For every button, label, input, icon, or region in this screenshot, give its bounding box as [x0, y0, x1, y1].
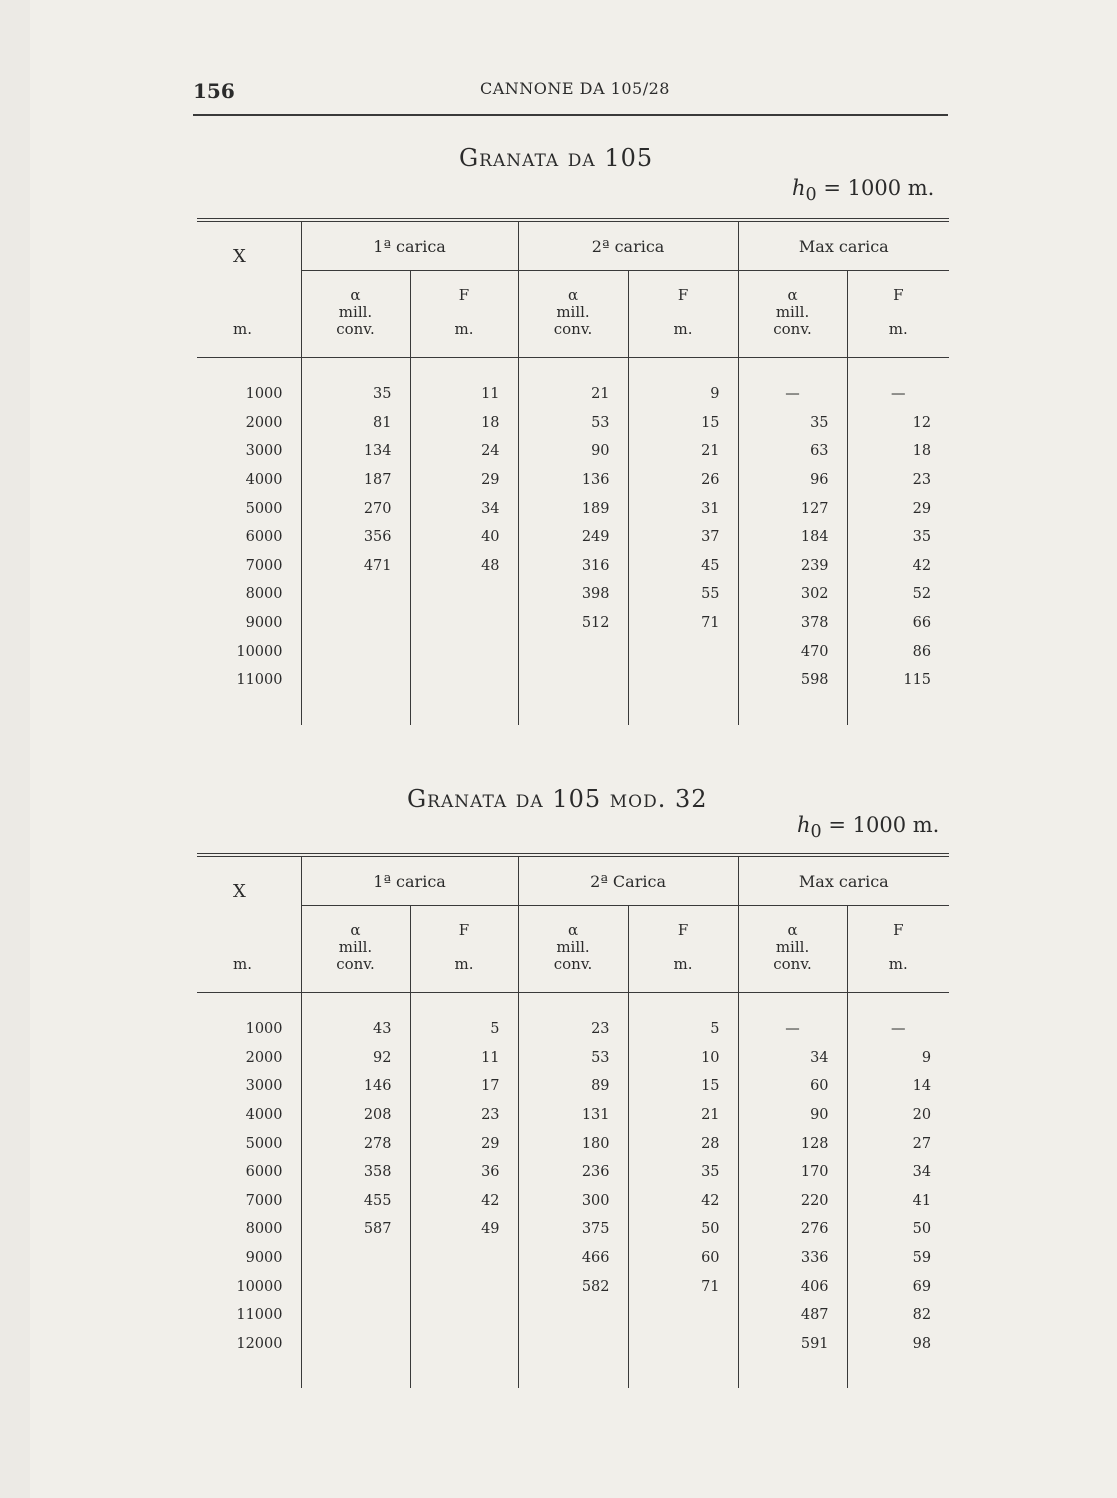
x-label: X	[233, 881, 246, 902]
alpha-cell: 398	[518, 580, 628, 609]
range-cell: 4000	[245, 1107, 283, 1124]
range-cell: 6000	[245, 1164, 283, 1181]
table-row	[197, 1187, 949, 1216]
f-cell: 29	[410, 1129, 518, 1158]
alpha-cell: 358	[301, 1158, 410, 1187]
f-cell: 27	[847, 1129, 949, 1158]
f-cell	[410, 1301, 518, 1330]
f-cell: 26	[628, 466, 738, 495]
alpha-cell: 300	[518, 1187, 628, 1216]
f-cell: 17	[410, 1072, 518, 1101]
alpha-cell: 189	[518, 494, 628, 523]
f-cell: 42	[410, 1187, 518, 1216]
alpha-cell: 53	[518, 409, 628, 438]
f-cell	[628, 666, 738, 695]
range-cell: 10000	[236, 1278, 283, 1295]
alpha-cell: 128	[738, 1129, 847, 1158]
f-cell: 24	[410, 437, 518, 466]
alpha-cell	[518, 1301, 628, 1330]
alpha-cell: 170	[738, 1158, 847, 1187]
f-cell: 11	[410, 380, 518, 409]
f-cell: 50	[847, 1215, 949, 1244]
table-row	[197, 609, 949, 638]
range-cell: 12000	[236, 1335, 283, 1352]
f-header: F m.	[410, 906, 518, 993]
alpha-header: α mill. conv.	[301, 906, 410, 993]
f-cell	[410, 609, 518, 638]
f-cell: 60	[628, 1244, 738, 1273]
f-header: F m.	[628, 271, 738, 358]
alpha-header: α mill. conv.	[518, 271, 628, 358]
f-header: F m.	[847, 271, 949, 358]
table-row	[197, 380, 949, 409]
f-cell	[410, 580, 518, 609]
f-cell: 9	[628, 380, 738, 409]
table-row	[197, 1244, 949, 1273]
alpha-cell: —	[738, 1015, 847, 1044]
table-row	[197, 466, 949, 495]
f-cell: 29	[847, 494, 949, 523]
alpha-cell	[518, 637, 628, 666]
height-symbol: h	[797, 813, 811, 837]
table-row	[197, 580, 949, 609]
alpha-cell	[301, 1330, 410, 1359]
alpha-cell: 92	[301, 1044, 410, 1073]
alpha-cell: 35	[738, 409, 847, 438]
table-row	[197, 1215, 949, 1244]
table-row	[197, 494, 949, 523]
x-column-header	[197, 220, 301, 358]
alpha-cell	[301, 609, 410, 638]
alpha-cell: 63	[738, 437, 847, 466]
f-cell: 42	[847, 552, 949, 581]
table-body	[197, 358, 949, 725]
alpha-cell	[301, 637, 410, 666]
page-number: 156	[193, 79, 235, 103]
group-header-2: 2ª carica	[518, 220, 738, 271]
alpha-cell: 591	[738, 1330, 847, 1359]
f-cell: 34	[410, 494, 518, 523]
range-cell: 7000	[245, 557, 283, 574]
alpha-cell: 136	[518, 466, 628, 495]
alpha-cell: —	[738, 380, 847, 409]
table-2-title: Granata da 105 mod. 32	[407, 785, 708, 813]
running-title: CANNONE DA 105/28	[480, 79, 670, 98]
alpha-cell: 81	[301, 409, 410, 438]
f-cell	[628, 1301, 738, 1330]
group-header-1: 1ª carica	[301, 855, 518, 906]
f-cell: 12	[847, 409, 949, 438]
group-header-1: 1ª carica	[301, 220, 518, 271]
f-cell	[628, 637, 738, 666]
alpha-cell: 356	[301, 523, 410, 552]
alpha-cell: 220	[738, 1187, 847, 1216]
f-cell: 34	[847, 1158, 949, 1187]
alpha-cell: 336	[738, 1244, 847, 1273]
f-cell: —	[847, 1015, 949, 1044]
alpha-cell: 236	[518, 1158, 628, 1187]
f-cell: 11	[410, 1044, 518, 1073]
alpha-cell: 23	[518, 1015, 628, 1044]
table-row	[197, 552, 949, 581]
table-row	[197, 637, 949, 666]
height-subscript: 0	[805, 185, 817, 206]
range-cell: 8000	[245, 1221, 283, 1238]
alpha-cell: 90	[518, 437, 628, 466]
f-cell: 49	[410, 1215, 518, 1244]
x-unit: m.	[233, 320, 252, 338]
range-cell: 8000	[245, 586, 283, 603]
f-header: F m.	[628, 906, 738, 993]
f-cell: 55	[628, 580, 738, 609]
range-cell: 1000	[245, 386, 283, 403]
x-label: X	[233, 246, 246, 267]
alpha-cell: 134	[301, 437, 410, 466]
f-cell: 31	[628, 494, 738, 523]
f-cell	[410, 1272, 518, 1301]
range-cell: 4000	[245, 472, 283, 489]
height-symbol: h	[792, 176, 806, 200]
alpha-cell: 455	[301, 1187, 410, 1216]
alpha-cell: 208	[301, 1101, 410, 1130]
alpha-cell: 406	[738, 1272, 847, 1301]
f-cell: 5	[628, 1015, 738, 1044]
f-cell: 71	[628, 609, 738, 638]
table-row	[197, 1301, 949, 1330]
alpha-cell: 53	[518, 1044, 628, 1073]
height-subscript: 0	[810, 822, 822, 843]
f-cell: 40	[410, 523, 518, 552]
f-cell: 82	[847, 1301, 949, 1330]
f-cell: 52	[847, 580, 949, 609]
alpha-cell: 582	[518, 1272, 628, 1301]
f-cell	[410, 1330, 518, 1359]
f-cell: 29	[410, 466, 518, 495]
f-header: F m.	[410, 271, 518, 358]
f-cell: 21	[628, 1101, 738, 1130]
f-cell: 14	[847, 1072, 949, 1101]
alpha-cell: 278	[301, 1129, 410, 1158]
range-cell: 1000	[245, 1021, 283, 1038]
alpha-cell	[301, 1301, 410, 1330]
f-cell: 28	[628, 1129, 738, 1158]
range-cell: 11000	[236, 1307, 283, 1324]
f-cell: 42	[628, 1187, 738, 1216]
alpha-cell: 34	[738, 1044, 847, 1073]
x-column-header	[197, 855, 301, 993]
f-cell: 45	[628, 552, 738, 581]
f-cell: 37	[628, 523, 738, 552]
alpha-cell: 249	[518, 523, 628, 552]
f-cell: 35	[628, 1158, 738, 1187]
f-cell	[410, 666, 518, 695]
f-cell: 23	[847, 466, 949, 495]
range-cell: 9000	[245, 615, 283, 632]
f-cell: 9	[847, 1044, 949, 1073]
table-row	[197, 1330, 949, 1359]
alpha-cell: 96	[738, 466, 847, 495]
alpha-cell: 180	[518, 1129, 628, 1158]
table-row	[197, 1272, 949, 1301]
f-cell: 69	[847, 1272, 949, 1301]
f-cell: 23	[410, 1101, 518, 1130]
alpha-cell: 378	[738, 609, 847, 638]
alpha-cell: 43	[301, 1015, 410, 1044]
group-header-3: Max carica	[738, 220, 949, 271]
f-cell: 98	[847, 1330, 949, 1359]
table-1-height-note	[792, 176, 934, 205]
f-cell: 15	[628, 409, 738, 438]
f-cell: 115	[847, 666, 949, 695]
alpha-cell: 270	[301, 494, 410, 523]
table-row	[197, 1129, 949, 1158]
f-cell: 50	[628, 1215, 738, 1244]
table-row	[197, 409, 949, 438]
height-value: = 1000 m.	[823, 176, 935, 200]
table-row	[197, 1015, 949, 1044]
alpha-cell: 127	[738, 494, 847, 523]
table-body	[197, 993, 949, 1389]
alpha-cell	[301, 1272, 410, 1301]
alpha-cell: 276	[738, 1215, 847, 1244]
f-cell: 59	[847, 1244, 949, 1273]
alpha-header: α mill. conv.	[518, 906, 628, 993]
alpha-cell: 131	[518, 1101, 628, 1130]
alpha-cell: 375	[518, 1215, 628, 1244]
alpha-cell: 316	[518, 552, 628, 581]
f-cell: 36	[410, 1158, 518, 1187]
f-header: F m.	[847, 906, 949, 993]
alpha-cell: 184	[738, 523, 847, 552]
range-cell: 6000	[245, 529, 283, 546]
range-cell: 10000	[236, 643, 283, 660]
alpha-cell: 239	[738, 552, 847, 581]
range-cell: 3000	[245, 1078, 283, 1095]
alpha-cell: 90	[738, 1101, 847, 1130]
group-header-2: 2ª Carica	[518, 855, 738, 906]
table-row	[197, 523, 949, 552]
f-cell: 71	[628, 1272, 738, 1301]
f-cell: 66	[847, 609, 949, 638]
page-header	[193, 76, 948, 116]
ballistic-table-1	[197, 218, 949, 725]
alpha-cell	[301, 580, 410, 609]
alpha-cell: 89	[518, 1072, 628, 1101]
alpha-cell	[301, 666, 410, 695]
table-row	[197, 1101, 949, 1130]
x-unit: m.	[233, 955, 252, 973]
range-cell: 5000	[245, 1135, 283, 1152]
alpha-cell: 187	[301, 466, 410, 495]
alpha-cell: 471	[301, 552, 410, 581]
table-row	[197, 666, 949, 695]
f-cell: 86	[847, 637, 949, 666]
alpha-cell: 512	[518, 609, 628, 638]
f-cell: 41	[847, 1187, 949, 1216]
range-cell: 2000	[245, 1049, 283, 1066]
f-cell	[410, 637, 518, 666]
table-row	[197, 437, 949, 466]
f-cell: 21	[628, 437, 738, 466]
f-cell: —	[847, 380, 949, 409]
table-row	[197, 1158, 949, 1187]
alpha-cell: 470	[738, 637, 847, 666]
f-cell	[628, 1330, 738, 1359]
height-value: = 1000 m.	[828, 813, 940, 837]
group-header-3: Max carica	[738, 855, 949, 906]
table-1-title: Granata da 105	[459, 144, 654, 172]
f-cell: 20	[847, 1101, 949, 1130]
f-cell: 48	[410, 552, 518, 581]
ballistic-table-2	[197, 853, 949, 1388]
alpha-cell	[301, 1244, 410, 1273]
range-cell: 7000	[245, 1192, 283, 1209]
range-cell: 11000	[236, 672, 283, 689]
range-cell: 2000	[245, 414, 283, 431]
f-cell: 5	[410, 1015, 518, 1044]
alpha-cell: 466	[518, 1244, 628, 1273]
f-cell: 18	[847, 437, 949, 466]
alpha-cell: 35	[301, 380, 410, 409]
range-cell: 5000	[245, 500, 283, 517]
alpha-cell: 487	[738, 1301, 847, 1330]
alpha-header: α mill. conv.	[738, 906, 847, 993]
alpha-cell: 598	[738, 666, 847, 695]
alpha-header: α mill. conv.	[738, 271, 847, 358]
range-cell: 9000	[245, 1250, 283, 1267]
alpha-cell	[518, 666, 628, 695]
table-2-height-note	[797, 813, 939, 842]
table-row	[197, 1044, 949, 1073]
alpha-cell: 21	[518, 380, 628, 409]
alpha-header: α mill. conv.	[301, 271, 410, 358]
f-cell	[410, 1244, 518, 1273]
f-cell: 35	[847, 523, 949, 552]
alpha-cell: 146	[301, 1072, 410, 1101]
f-cell: 18	[410, 409, 518, 438]
table-row	[197, 1072, 949, 1101]
alpha-cell: 60	[738, 1072, 847, 1101]
f-cell: 10	[628, 1044, 738, 1073]
range-cell: 3000	[245, 443, 283, 460]
f-cell: 15	[628, 1072, 738, 1101]
alpha-cell: 302	[738, 580, 847, 609]
alpha-cell	[518, 1330, 628, 1359]
alpha-cell: 587	[301, 1215, 410, 1244]
